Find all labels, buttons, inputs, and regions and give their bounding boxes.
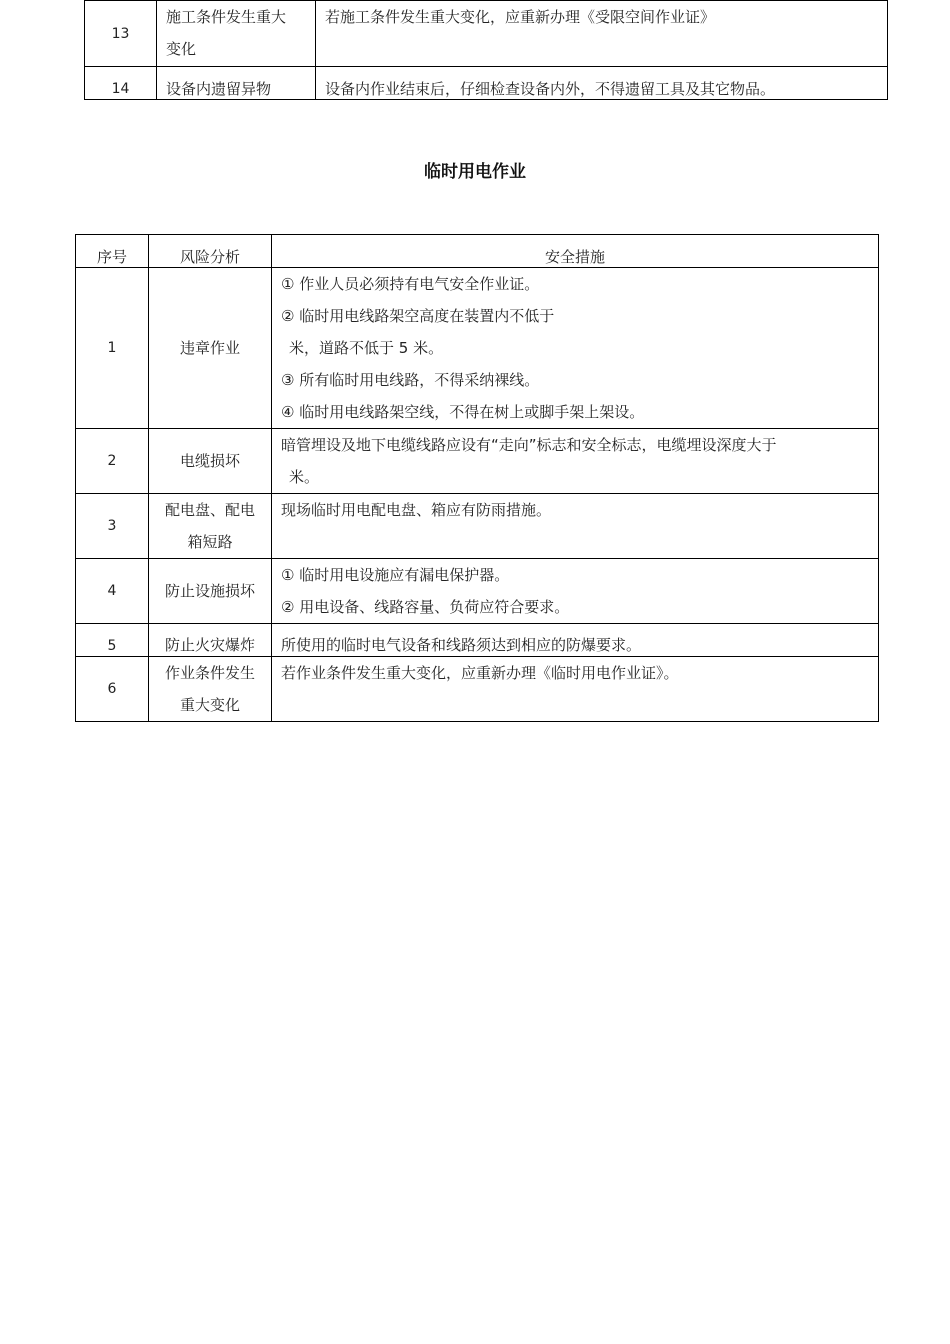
risk-line: 设备内遗留异物 <box>166 80 272 98</box>
measure-cell <box>272 559 879 624</box>
row-number: 13 <box>85 1 157 67</box>
measure-line: 设备内作业结束后，仔细检查设备内外，不得遗留工具及其它物品。 <box>325 80 776 98</box>
risk-line: 违章作业 <box>179 339 240 357</box>
risk-line: 电缆损坏 <box>179 452 240 470</box>
measure-cell <box>272 657 879 722</box>
section-title: 临时用电作业 <box>424 162 526 182</box>
measure-line: ④ 临时用电线路架空线，不得在树上或脚手架上架设。 <box>281 403 645 421</box>
row-number: 2 <box>76 429 149 494</box>
previous-section-table <box>84 0 888 100</box>
measure-line: ② 用电设备、线路容量、负荷应符合要求。 <box>281 598 570 616</box>
measure-line: ① 作业人员必须持有电气安全作业证。 <box>281 275 540 293</box>
measure-line: 所使用的临时电气设备和线路须达到相应的防爆要求。 <box>281 636 642 654</box>
measure-cell <box>316 1 888 67</box>
measure-line: ② 临时用电线路架空高度在装置内不低于 <box>281 307 555 325</box>
header-risk: 风险分析 <box>149 235 272 268</box>
table-row <box>76 559 879 624</box>
risk-cell <box>149 429 272 494</box>
measure-line: 米，道路不低于 5 米。 <box>289 339 444 357</box>
risk-cell <box>149 268 272 429</box>
table-row <box>85 67 888 100</box>
risk-line: 配电盘、配电 <box>164 501 255 519</box>
measure-line: 若施工条件发生重大变化，应重新办理《受限空间作业证》 <box>325 8 716 26</box>
risk-cell <box>157 67 316 100</box>
measure-line: 若作业条件发生重大变化，应重新办理《临时用电作业证》。 <box>281 664 679 682</box>
measure-line: 暗管埋设及地下电缆线路应设有“走向”标志和安全标志，电缆埋设深度大于 <box>281 436 777 454</box>
header-measure: 安全措施 <box>272 235 879 268</box>
measure-cell <box>272 494 879 559</box>
measure-cell <box>272 268 879 429</box>
table-header-row <box>76 235 879 268</box>
row-number: 6 <box>76 657 149 722</box>
risk-line: 防止火灾爆炸 <box>164 636 255 654</box>
risk-cell <box>157 1 316 67</box>
risk-cell <box>149 657 272 722</box>
table-row <box>76 624 879 657</box>
risk-line: 施工条件发生重大 <box>166 8 287 26</box>
risk-line: 作业条件发生 <box>164 664 255 682</box>
row-number: 14 <box>85 67 157 100</box>
risk-cell <box>149 559 272 624</box>
risk-cell <box>149 494 272 559</box>
header-no: 序号 <box>76 235 149 268</box>
table-row <box>85 1 888 67</box>
measure-line: 现场临时用电配电盘、箱应有防雨措施。 <box>281 501 552 519</box>
table-row <box>76 657 879 722</box>
risk-line: 变化 <box>166 40 197 58</box>
risk-line: 重大变化 <box>179 696 240 714</box>
row-number: 1 <box>76 268 149 429</box>
table-row <box>76 494 879 559</box>
table-row <box>76 268 879 429</box>
measure-line: ① 临时用电设施应有漏电保护器。 <box>281 566 510 584</box>
measure-cell <box>272 624 879 657</box>
risk-line: 防止设施损坏 <box>164 582 255 600</box>
row-number: 3 <box>76 494 149 559</box>
measure-line: ③ 所有临时用电线路，不得采纳裸线。 <box>281 371 540 389</box>
temporary-electricity-risk-table <box>75 234 879 722</box>
measure-cell <box>272 429 879 494</box>
table-row <box>76 429 879 494</box>
row-number: 4 <box>76 559 149 624</box>
measure-cell <box>316 67 888 100</box>
measure-line: 米。 <box>289 468 320 486</box>
risk-cell <box>149 624 272 657</box>
row-number: 5 <box>76 624 149 657</box>
risk-line: 箱短路 <box>187 533 233 551</box>
